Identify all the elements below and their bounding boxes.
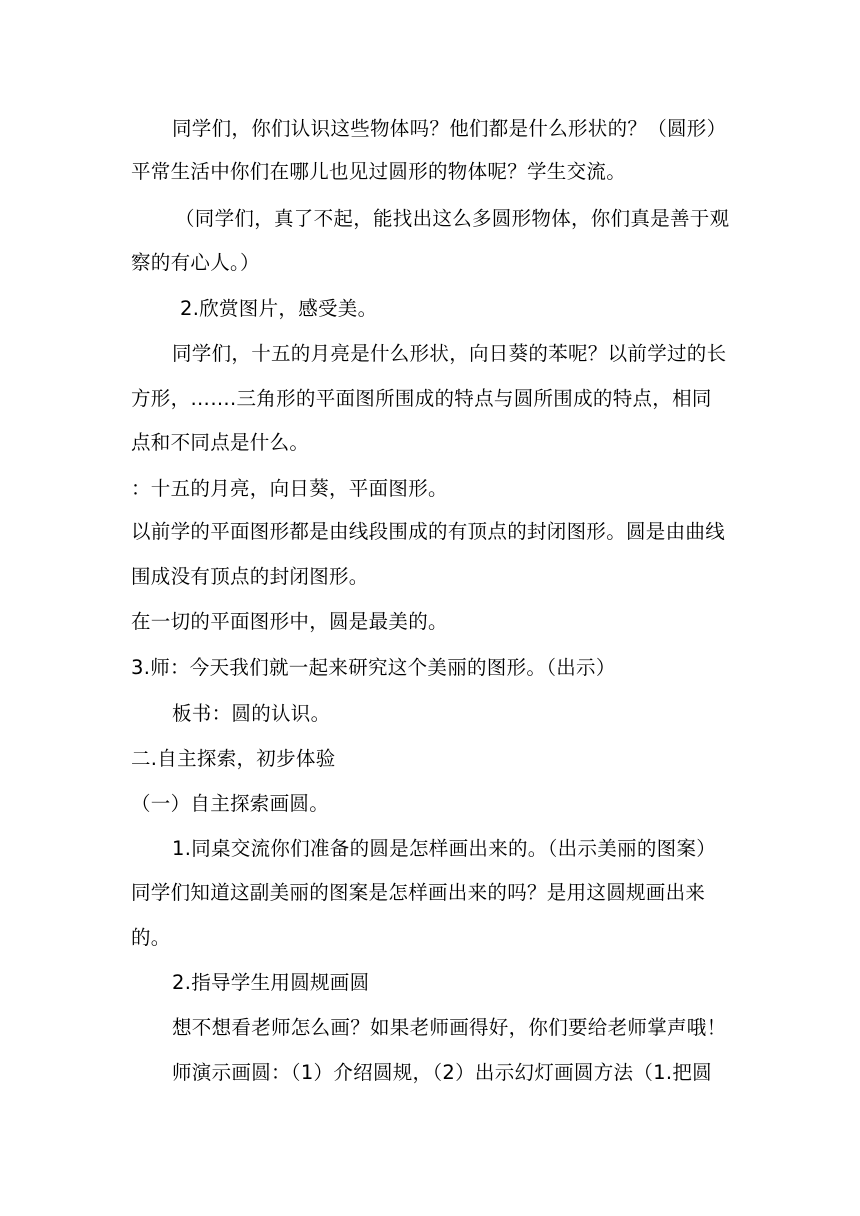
text-line: 的。 <box>131 926 171 949</box>
text-line: 察的有心人。） <box>131 251 260 274</box>
text-line: 平常生活中你们在哪儿也见过圆形的物体呢？学生交流。 <box>131 160 627 183</box>
text-line: 同学们，十五的月亮是什么形状，向日葵的苯呢？以前学过的长 <box>172 342 727 365</box>
text-line: 以前学的平面图形都是由线段围成的有顶点的封闭图形。圆是由曲线 <box>131 520 726 543</box>
text-line: 想不想看老师怎么画？如果老师画得好，你们要给老师掌声哦！ <box>172 1016 727 1039</box>
blackboard-note: 板书：圆的认识。 <box>172 702 331 725</box>
text-line: 在一切的平面图形中，圆是最美的。 <box>131 610 448 633</box>
text-line: 围成没有顶点的封闭图形。 <box>131 565 369 588</box>
text-line: 方形，…….三角形的平面图所围成的特点与圆所围成的特点，相同 <box>131 387 712 410</box>
text-line: 3.师：今天我们就一起来研究这个美丽的图形。（出示） <box>131 656 616 679</box>
text-line: 同学们知道这副美丽的图案是怎样画出来的吗？是用这圆规画出来 <box>131 881 706 904</box>
section-heading: 2.指导学生用圆规画圆 <box>172 971 370 994</box>
text-line: ：十五的月亮，向日葵，平面图形。 <box>131 477 448 500</box>
text-line: 1.同桌交流你们准备的圆是怎样画出来的。（出示美丽的图案） <box>172 837 717 860</box>
text-line: 同学们，你们认识这些物体吗？他们都是什么形状的？（圆形） <box>172 117 727 140</box>
subsection-heading: （一）自主探索画圆。 <box>131 792 330 815</box>
section-heading: 2.欣赏图片，感受美。 <box>180 297 378 320</box>
text-line: 师演示画圆：（1）介绍圆规，（2）出示幻灯画圆方法（1.把圆 <box>172 1061 712 1084</box>
text-line: 点和不同点是什么。 <box>131 431 310 454</box>
section-heading: 二.自主探索，初步体验 <box>131 747 336 770</box>
text-line: （同学们，真了不起，能找出这么多圆形物体，你们真是善于观 <box>175 207 730 230</box>
